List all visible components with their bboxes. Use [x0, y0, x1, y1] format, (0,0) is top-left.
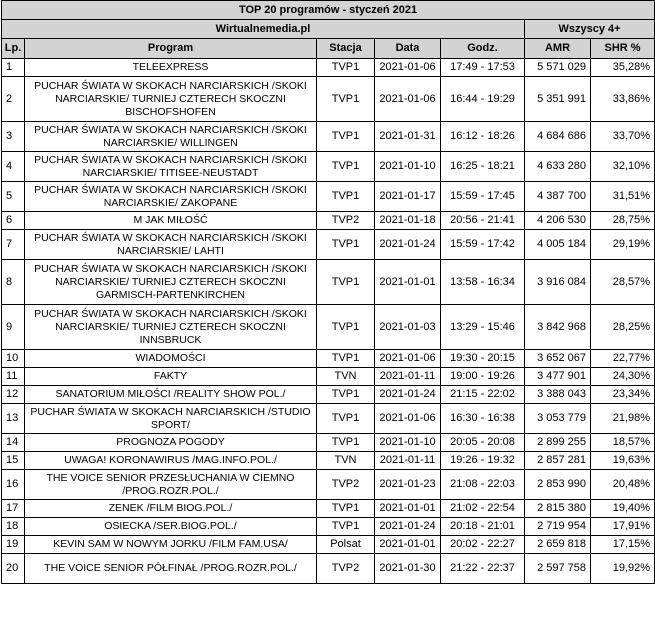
table-row — [2, 434, 655, 452]
cell-shr: 22,77% — [591, 350, 655, 368]
cell-station: TVP1 — [317, 182, 375, 212]
cell-amr: 3 652 067 — [525, 350, 591, 368]
cell-time: 16:25 - 18:21 — [441, 152, 525, 182]
cell-station: TVP1 — [317, 59, 375, 77]
cell-time: 20:18 - 21:01 — [441, 518, 525, 536]
header-date: Data — [375, 39, 441, 59]
cell-time: 20:05 - 20:08 — [441, 434, 525, 452]
cell-station: TVP1 — [317, 305, 375, 350]
cell-date: 2021-01-10 — [375, 152, 441, 182]
table-row — [2, 404, 655, 434]
cell-shr: 32,10% — [591, 152, 655, 182]
table-row — [2, 350, 655, 368]
cell-shr: 19,63% — [591, 452, 655, 470]
table-body — [2, 59, 655, 584]
cell-lp: 15 — [2, 452, 25, 470]
cell-station: TVP1 — [317, 230, 375, 260]
cell-time: 16:30 - 16:38 — [441, 404, 525, 434]
cell-station: TVP1 — [317, 350, 375, 368]
table-row — [2, 260, 655, 305]
cell-date: 2021-01-11 — [375, 368, 441, 386]
table-row — [2, 212, 655, 230]
cell-lp: 10 — [2, 350, 25, 368]
cell-shr: 28,57% — [591, 260, 655, 305]
cell-time: 20:02 - 22:27 — [441, 536, 525, 554]
table-row — [2, 386, 655, 404]
cell-program: OSIECKA /SER.BIOG.POL./ — [25, 518, 317, 536]
cell-amr: 4 633 280 — [525, 152, 591, 182]
audience-group-label: Wszyscy 4+ — [525, 20, 655, 39]
cell-date: 2021-01-10 — [375, 434, 441, 452]
cell-lp: 19 — [2, 536, 25, 554]
header-amr: AMR — [525, 39, 591, 59]
table-row — [2, 59, 655, 77]
cell-station: TVP1 — [317, 260, 375, 305]
cell-date: 2021-01-06 — [375, 404, 441, 434]
cell-program: PUCHAR ŚWIATA W SKOKACH NARCIARSKICH /SKOKI NARCIARSKIE/ TURNIEJ CZTERECH SKOCZNI INNSBRUCK — [25, 305, 317, 350]
cell-program: PUCHAR ŚWIATA W SKOKACH NARCIARSKICH /SKOKI NARCIARSKIE/ WILLINGEN — [25, 122, 317, 152]
table-row — [2, 182, 655, 212]
cell-amr: 3 477 901 — [525, 368, 591, 386]
cell-station: TVP1 — [317, 518, 375, 536]
cell-time: 15:59 - 17:42 — [441, 230, 525, 260]
cell-lp: 6 — [2, 212, 25, 230]
table-row — [2, 230, 655, 260]
cell-time: 17:49 - 17:53 — [441, 59, 525, 77]
cell-shr: 33,70% — [591, 122, 655, 152]
cell-station: Polsat — [317, 536, 375, 554]
cell-amr: 2 857 281 — [525, 452, 591, 470]
cell-program: THE VOICE SENIOR PRZESŁUCHANIA W CIEMNO /PROG.ROZR.POL./ — [25, 470, 317, 500]
cell-program: PUCHAR ŚWIATA W SKOKACH NARCIARSKICH /SKOKI NARCIARSKIE/ ZAKOPANE — [25, 182, 317, 212]
cell-time: 13:58 - 16:34 — [441, 260, 525, 305]
cell-date: 2021-01-03 — [375, 305, 441, 350]
cell-date: 2021-01-17 — [375, 182, 441, 212]
header-time: Godz. — [441, 39, 525, 59]
table-row — [2, 518, 655, 536]
table-title: TOP 20 programów - styczeń 2021 — [2, 1, 655, 20]
cell-amr: 5 351 991 — [525, 77, 591, 122]
cell-time: 21:02 - 22:54 — [441, 500, 525, 518]
cell-shr: 29,19% — [591, 230, 655, 260]
table-row — [2, 77, 655, 122]
cell-date: 2021-01-30 — [375, 554, 441, 584]
cell-station: TVP1 — [317, 404, 375, 434]
cell-date: 2021-01-23 — [375, 470, 441, 500]
cell-lp: 11 — [2, 368, 25, 386]
cell-shr: 17,91% — [591, 518, 655, 536]
cell-time: 16:44 - 19:29 — [441, 77, 525, 122]
header-shr: SHR % — [591, 39, 655, 59]
cell-amr: 4 387 700 — [525, 182, 591, 212]
cell-program: UWAGA! KORONAWIRUS /MAG.INFO.POL./ — [25, 452, 317, 470]
cell-program: PUCHAR ŚWIATA W SKOKACH NARCIARSKICH /SKOKI NARCIARSKIE/ TITISEE-NEUSTADT — [25, 152, 317, 182]
cell-shr: 19,92% — [591, 554, 655, 584]
cell-program: SANATORIUM MIŁOŚCI /REALITY SHOW POL./ — [25, 386, 317, 404]
table-row — [2, 152, 655, 182]
cell-shr: 31,51% — [591, 182, 655, 212]
cell-lp: 4 — [2, 152, 25, 182]
cell-program: M JAK MIŁOŚĆ — [25, 212, 317, 230]
cell-date: 2021-01-11 — [375, 452, 441, 470]
cell-amr: 2 853 990 — [525, 470, 591, 500]
table-row — [2, 470, 655, 500]
cell-amr: 5 571 029 — [525, 59, 591, 77]
cell-program: PUCHAR ŚWIATA W SKOKACH NARCIARSKICH /SKOKI NARCIARSKIE/ LAHTI — [25, 230, 317, 260]
cell-date: 2021-01-31 — [375, 122, 441, 152]
cell-time: 21:22 - 22:37 — [441, 554, 525, 584]
cell-amr: 3 053 779 — [525, 404, 591, 434]
header-lp: Lp. — [2, 39, 25, 59]
cell-date: 2021-01-01 — [375, 536, 441, 554]
cell-station: TVN — [317, 368, 375, 386]
cell-station: TVP2 — [317, 212, 375, 230]
cell-program: ZENEK /FILM BIOG.POL./ — [25, 500, 317, 518]
cell-lp: 17 — [2, 500, 25, 518]
cell-station: TVP2 — [317, 554, 375, 584]
cell-shr: 19,40% — [591, 500, 655, 518]
cell-shr: 21,98% — [591, 404, 655, 434]
table-row — [2, 554, 655, 584]
cell-time: 19:00 - 19:26 — [441, 368, 525, 386]
cell-date: 2021-01-01 — [375, 500, 441, 518]
cell-date: 2021-01-06 — [375, 59, 441, 77]
cell-time: 19:30 - 20:15 — [441, 350, 525, 368]
cell-lp: 2 — [2, 77, 25, 122]
cell-amr: 4 206 530 — [525, 212, 591, 230]
cell-shr: 28,25% — [591, 305, 655, 350]
cell-station: TVN — [317, 452, 375, 470]
cell-amr: 3 388 043 — [525, 386, 591, 404]
cell-shr: 35,28% — [591, 59, 655, 77]
cell-time: 15:59 - 17:45 — [441, 182, 525, 212]
table-row — [2, 305, 655, 350]
cell-time: 20:56 - 21:41 — [441, 212, 525, 230]
cell-station: TVP1 — [317, 434, 375, 452]
cell-shr: 17,15% — [591, 536, 655, 554]
cell-station: TVP1 — [317, 122, 375, 152]
table-row — [2, 452, 655, 470]
cell-time: 13:29 - 15:46 — [441, 305, 525, 350]
cell-amr: 3 842 968 — [525, 305, 591, 350]
cell-time: 21:08 - 22:03 — [441, 470, 525, 500]
cell-station: TVP1 — [317, 386, 375, 404]
cell-program: WIADOMOŚCI — [25, 350, 317, 368]
source-label: Wirtualnemedia.pl — [2, 20, 525, 39]
cell-amr: 4 005 184 — [525, 230, 591, 260]
cell-amr: 2 815 380 — [525, 500, 591, 518]
cell-program: PROGNOZA POGODY — [25, 434, 317, 452]
cell-station: TVP1 — [317, 500, 375, 518]
cell-shr: 33,86% — [591, 77, 655, 122]
cell-lp: 3 — [2, 122, 25, 152]
table-row — [2, 536, 655, 554]
cell-shr: 18,57% — [591, 434, 655, 452]
cell-date: 2021-01-24 — [375, 518, 441, 536]
cell-date: 2021-01-01 — [375, 260, 441, 305]
cell-time: 16:12 - 18:26 — [441, 122, 525, 152]
cell-time: 19:26 - 19:32 — [441, 452, 525, 470]
cell-date: 2021-01-24 — [375, 386, 441, 404]
cell-amr: 2 719 954 — [525, 518, 591, 536]
ranking-table — [1, 0, 655, 584]
header-program: Program — [25, 39, 317, 59]
cell-lp: 14 — [2, 434, 25, 452]
cell-lp: 13 — [2, 404, 25, 434]
cell-program: PUCHAR ŚWIATA W SKOKACH NARCIARSKICH /SKOKI NARCIARSKIE/ TURNIEJ CZTERECH SKOCZNI BISCHOFSHOFEN — [25, 77, 317, 122]
cell-amr: 2 597 758 — [525, 554, 591, 584]
cell-amr: 2 659 818 — [525, 536, 591, 554]
cell-shr: 20,48% — [591, 470, 655, 500]
cell-lp: 8 — [2, 260, 25, 305]
cell-lp: 9 — [2, 305, 25, 350]
cell-amr: 4 684 686 — [525, 122, 591, 152]
cell-lp: 20 — [2, 554, 25, 584]
cell-amr: 2 899 255 — [525, 434, 591, 452]
cell-shr: 24,30% — [591, 368, 655, 386]
cell-date: 2021-01-06 — [375, 350, 441, 368]
cell-date: 2021-01-24 — [375, 230, 441, 260]
cell-amr: 3 916 084 — [525, 260, 591, 305]
cell-lp: 12 — [2, 386, 25, 404]
cell-lp: 18 — [2, 518, 25, 536]
cell-date: 2021-01-18 — [375, 212, 441, 230]
cell-date: 2021-01-06 — [375, 77, 441, 122]
cell-lp: 5 — [2, 182, 25, 212]
table-row — [2, 122, 655, 152]
cell-shr: 28,75% — [591, 212, 655, 230]
cell-station: TVP1 — [317, 152, 375, 182]
cell-program: FAKTY — [25, 368, 317, 386]
cell-program: THE VOICE SENIOR PÓŁFINAŁ /PROG.ROZR.POL./ — [25, 554, 317, 584]
cell-lp: 7 — [2, 230, 25, 260]
header-station: Stacja — [317, 39, 375, 59]
cell-program: KEVIN SAM W NOWYM JORKU /FILM FAM.USA/ — [25, 536, 317, 554]
cell-program: TELEEXPRESS — [25, 59, 317, 77]
cell-station: TVP1 — [317, 77, 375, 122]
cell-station: TVP2 — [317, 470, 375, 500]
table-row — [2, 500, 655, 518]
cell-lp: 16 — [2, 470, 25, 500]
cell-shr: 23,34% — [591, 386, 655, 404]
cell-program: PUCHAR ŚWIATA W SKOKACH NARCIARSKICH /STUDIO SPORT/ — [25, 404, 317, 434]
table-row — [2, 368, 655, 386]
cell-program: PUCHAR ŚWIATA W SKOKACH NARCIARSKICH /SKOKI NARCIARSKIE/ TURNIEJ CZTERECH SKOCZNI GARMISCH-PARTENKIRCHEN — [25, 260, 317, 305]
cell-lp: 1 — [2, 59, 25, 77]
cell-time: 21:15 - 22:02 — [441, 386, 525, 404]
